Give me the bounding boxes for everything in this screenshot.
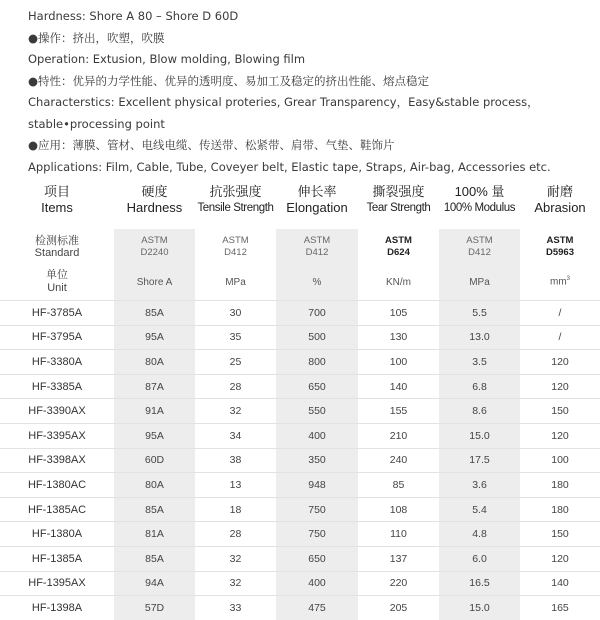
value-cell: 105 xyxy=(358,301,439,326)
value-cell: 100 xyxy=(520,448,600,473)
value-cell: 81A xyxy=(114,522,195,547)
value-cell: 650 xyxy=(276,374,358,399)
value-cell: 550 xyxy=(276,399,358,424)
table-row xyxy=(0,399,600,424)
spec-table xyxy=(0,181,600,620)
value-cell: 108 xyxy=(358,497,439,522)
model-cell: HF-3380A xyxy=(0,350,114,375)
table-row xyxy=(0,301,600,326)
model-cell: HF-3385A xyxy=(0,374,114,399)
model-cell: HF-3795A xyxy=(0,325,114,350)
value-cell: 85 xyxy=(358,473,439,498)
value-cell: 32 xyxy=(195,399,276,424)
value-cell: 60D xyxy=(114,448,195,473)
model-cell: HF-1385A xyxy=(0,546,114,571)
value-cell: 120 xyxy=(520,423,600,448)
header-abrasion: 耐磨 Abrasion xyxy=(520,181,600,224)
value-cell: 400 xyxy=(276,571,358,596)
value-cell: 15.0 xyxy=(439,423,520,448)
header-row xyxy=(0,181,600,224)
value-cell: 8.6 xyxy=(439,399,520,424)
value-cell: 94A xyxy=(114,571,195,596)
standard-cell: ASTM D412 xyxy=(276,224,358,264)
standard-cell: ASTM D2240 xyxy=(114,224,195,264)
value-cell: 6.0 xyxy=(439,546,520,571)
table-row xyxy=(0,350,600,375)
operation-en-line: Operation: Extusion, Blow molding, Blowing film xyxy=(28,52,306,66)
header-items: 项目 Items xyxy=(0,181,114,224)
table-row xyxy=(0,423,600,448)
unit-cell: % xyxy=(276,264,358,301)
value-cell: 150 xyxy=(520,399,600,424)
value-cell: 205 xyxy=(358,596,439,620)
value-cell: 91A xyxy=(114,399,195,424)
unit-cell: Shore A xyxy=(114,264,195,301)
value-cell: 57D xyxy=(114,596,195,620)
header-tear-strength: 撕裂强度 Tear Strength xyxy=(358,181,439,224)
value-cell: 4.8 xyxy=(439,522,520,547)
features-zh-line: ●特性：优异的力学性能、优异的透明度、易加工及稳定的挤出性能、熔点稳定 xyxy=(28,73,430,88)
value-cell: 13 xyxy=(195,473,276,498)
product-intro xyxy=(28,6,598,178)
value-cell: 155 xyxy=(358,399,439,424)
model-cell: HF-3395AX xyxy=(0,423,114,448)
value-cell: 150 xyxy=(520,522,600,547)
value-cell: 140 xyxy=(520,571,600,596)
value-cell: 15.0 xyxy=(439,596,520,620)
value-cell: 120 xyxy=(520,374,600,399)
value-cell: 948 xyxy=(276,473,358,498)
value-cell: 25 xyxy=(195,350,276,375)
value-cell: 3.6 xyxy=(439,473,520,498)
value-cell: 95A xyxy=(114,325,195,350)
standard-row xyxy=(0,224,600,264)
standard-cell: ASTM D624 xyxy=(358,224,439,264)
value-cell: 13.0 xyxy=(439,325,520,350)
table-row xyxy=(0,374,600,399)
value-cell: 80A xyxy=(114,473,195,498)
value-cell: 5.5 xyxy=(439,301,520,326)
value-cell: 16.5 xyxy=(439,571,520,596)
model-cell: HF-1398A xyxy=(0,596,114,620)
unit-row xyxy=(0,264,600,301)
table-row xyxy=(0,546,600,571)
value-cell: 80A xyxy=(114,350,195,375)
hardness-line: Hardness: Shore A 80 – Shore D 60D xyxy=(28,9,239,23)
table-row xyxy=(0,497,600,522)
value-cell: 3.5 xyxy=(439,350,520,375)
value-cell: 18 xyxy=(195,497,276,522)
value-cell: / xyxy=(520,325,600,350)
value-cell: 700 xyxy=(276,301,358,326)
unit-cell: KN/m xyxy=(386,276,411,288)
standard-label: 检测标准 Standard xyxy=(0,224,114,264)
standard-cell: ASTM D412 xyxy=(195,224,276,264)
value-cell: 95A xyxy=(114,423,195,448)
header-tensile-strength: 抗张强度 Tensile Strength xyxy=(195,181,276,224)
header-elongation: 伸长率 Elongation xyxy=(276,181,358,224)
model-cell: HF-3398AX xyxy=(0,448,114,473)
model-cell: HF-1385AC xyxy=(0,497,114,522)
value-cell: 180 xyxy=(520,497,600,522)
value-cell: / xyxy=(520,301,600,326)
applications-en-line: Applications: Film, Cable, Tube, Coveyer belt, Elastic tape, Straps, Air-bag, Accessories etc. xyxy=(28,159,551,174)
value-cell: 500 xyxy=(276,325,358,350)
value-cell: 137 xyxy=(358,546,439,571)
value-cell: 750 xyxy=(276,497,358,522)
table-row xyxy=(0,325,600,350)
data-rows xyxy=(0,301,600,620)
value-cell: 350 xyxy=(276,448,358,473)
model-cell: HF-1380AC xyxy=(0,473,114,498)
table-row xyxy=(0,596,600,620)
value-cell: 180 xyxy=(520,473,600,498)
value-cell: 32 xyxy=(195,571,276,596)
value-cell: 5.4 xyxy=(439,497,520,522)
value-cell: 32 xyxy=(195,546,276,571)
value-cell: 210 xyxy=(358,423,439,448)
model-cell: HF-1395AX xyxy=(0,571,114,596)
model-cell: HF-1380A xyxy=(0,522,114,547)
value-cell: 35 xyxy=(195,325,276,350)
value-cell: 30 xyxy=(195,301,276,326)
value-cell: 475 xyxy=(276,596,358,620)
value-cell: 240 xyxy=(358,448,439,473)
table-row xyxy=(0,473,600,498)
value-cell: 85A xyxy=(114,546,195,571)
standard-cell: ASTM D412 xyxy=(439,224,520,264)
standard-cell: ASTM D5963 xyxy=(520,224,600,264)
value-cell: 110 xyxy=(358,522,439,547)
unit-label: 单位 Unit xyxy=(46,269,68,294)
header-modulus: 100% 量 100% Modulus xyxy=(439,181,520,224)
value-cell: 85A xyxy=(114,301,195,326)
value-cell: 650 xyxy=(276,546,358,571)
value-cell: 140 xyxy=(358,374,439,399)
value-cell: 33 xyxy=(195,596,276,620)
value-cell: 120 xyxy=(520,546,600,571)
applications-zh-line: ●应用：薄膜、管材、电线电缆、传送带、松紧带、肩带、气垫、鞋饰片 xyxy=(28,138,395,152)
header-hardness: 硬度 Hardness xyxy=(114,181,195,224)
value-cell: 85A xyxy=(114,497,195,522)
value-cell: 800 xyxy=(276,350,358,375)
value-cell: 28 xyxy=(195,522,276,547)
table-row xyxy=(0,448,600,473)
model-cell: HF-3785A xyxy=(0,301,114,326)
value-cell: 28 xyxy=(195,374,276,399)
model-cell: HF-3390AX xyxy=(0,399,114,424)
value-cell: 400 xyxy=(276,423,358,448)
value-cell: 750 xyxy=(276,522,358,547)
value-cell: 100 xyxy=(358,350,439,375)
value-cell: 87A xyxy=(114,374,195,399)
value-cell: 130 xyxy=(358,325,439,350)
value-cell: 165 xyxy=(520,596,600,620)
table-row xyxy=(0,522,600,547)
value-cell: 38 xyxy=(195,448,276,473)
features-en-line: Characterstics: Excellent physical proteries, Grear Transparency，Easy&stable process，stable•processing point xyxy=(28,95,539,131)
value-cell: 17.5 xyxy=(439,448,520,473)
unit-cell: $mm^3$ xyxy=(549,276,570,288)
value-cell: 220 xyxy=(358,571,439,596)
value-cell: 6.8 xyxy=(439,374,520,399)
table-row xyxy=(0,571,600,596)
value-cell: 120 xyxy=(520,350,600,375)
value-cell: 34 xyxy=(195,423,276,448)
unit-cell: MPa xyxy=(225,276,246,288)
operation-zh-line: ●操作：挤出，吹塑，吹膜 xyxy=(28,30,165,45)
unit-cell: MPa xyxy=(439,264,520,301)
